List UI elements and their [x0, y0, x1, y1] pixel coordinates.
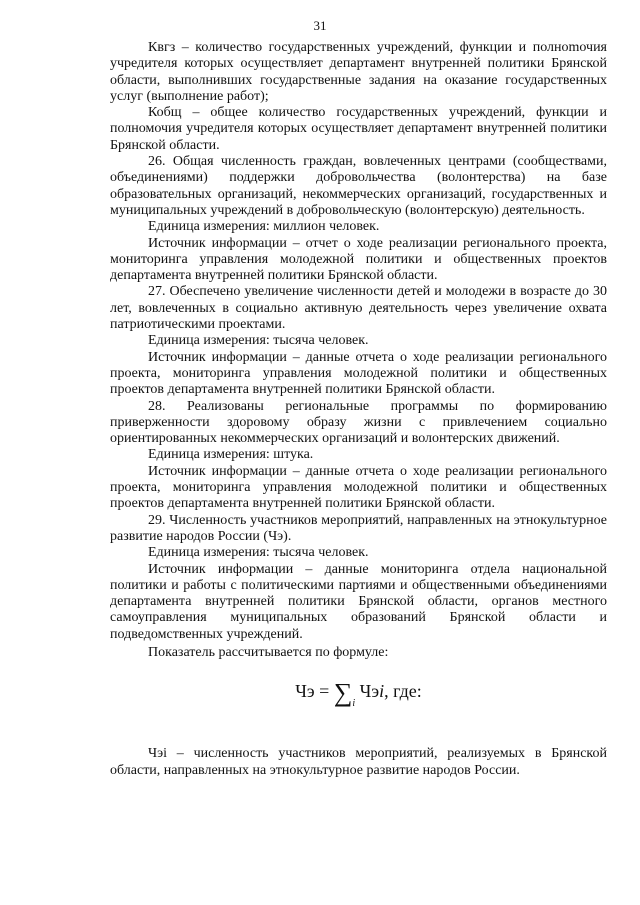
- paragraph-unit-27: Единица измерения: тысяча человек.: [148, 333, 369, 349]
- formula-tail: , где:: [384, 681, 422, 702]
- page-number: 31: [313, 18, 327, 33]
- paragraph-unit-29: Единица измерения: тысяча человек.: [148, 545, 369, 561]
- paragraph-source-28: Источник информации – данные отчета о ходе реализации регионального проекта, мониторинга управления молодежной политики и общественных проектов департамента внутренней политики Брянской области.: [110, 463, 607, 512]
- paragraph-source-29: Источник информации – данные мониторинга отдела национальной политики и работы с политическими партиями и общественными объединениями департамента внутренней политики Брянской области, органов местного самоуправления муниципальных образований Брянской области и подведомственных учреждений.: [110, 561, 607, 642]
- paragraph-indicator-28: 28. Реализованы региональные программы по формированию приверженности здоровому образу жизни с привлечением социально ориентированных некоммерческих организаций и волонтерских движений.: [110, 398, 607, 447]
- paragraph-source-26: Источник информации – отчет о ходе реализации регионального проекта, мониторинга управления молодежной политики и общественных проектов департамента внутренней политики Брянской области.: [110, 235, 607, 284]
- formula-equals: =: [319, 681, 330, 702]
- paragraph-source-27: Источник информации – данные отчета о ходе реализации регионального проекта, мониторинга управления молодежной политики и общественных проектов департамента внутренней политики Брянской области.: [110, 349, 607, 398]
- paragraph-indicator-27: 27. Обеспечено увеличение численности детей и молодежи в возрасте до 30 лет, вовлеченных в социально активную деятельность через увеличение охвата патриотическими проектами.: [110, 284, 607, 333]
- paragraph-indicator-26: 26. Общая численность граждан, вовлеченных центрами (сообществами, объединениями) поддержки добровольчества (волонтерства) на базе образовательных организаций, некоммерческих организаций, государственных и муниципальных учреждений в добровольческую (волонтерскую) деятельность.: [110, 154, 607, 218]
- paragraph-unit-28: Единица измерения: штука.: [148, 447, 314, 463]
- formula-sum-index: i: [352, 698, 356, 710]
- formula-sum-sign: ∑: [333, 678, 353, 708]
- document-body: [110, 40, 607, 779]
- formula: [110, 679, 607, 716]
- formula-term: Чэ: [359, 681, 380, 702]
- paragraph-chei-definition: Чэi – численность участников мероприятий, реализуемых в Брянской области, направленных на этнокультурное развитие народов России.: [110, 746, 607, 778]
- formula-lhs: Чэ: [295, 681, 315, 702]
- paragraph-kvgz-definition: Квгз – количество государственных учреждений, функции и полноmочия учредителя которых осуществляет департамент внутренней политики Брянской области, выполнивших государственные задания на оказание государственных услуг (выполнение работ);: [110, 40, 607, 104]
- paragraph-formula-intro: Показатель рассчитывается по формуле:: [148, 644, 389, 660]
- formula-term-index: i: [379, 681, 385, 702]
- paragraph-kobsch-definition: Кобщ – общее количество государственных учреждений, функции и полномочия учредителя которых осуществляет департамент внутренней политики Брянской области.: [110, 105, 607, 153]
- paragraph-indicator-29: 29. Численность участников мероприятий, направленных на этнокультурное развитие народов России (Чэ).: [110, 512, 607, 544]
- paragraph-unit-26: Единица измерения: миллион человек.: [148, 219, 380, 235]
